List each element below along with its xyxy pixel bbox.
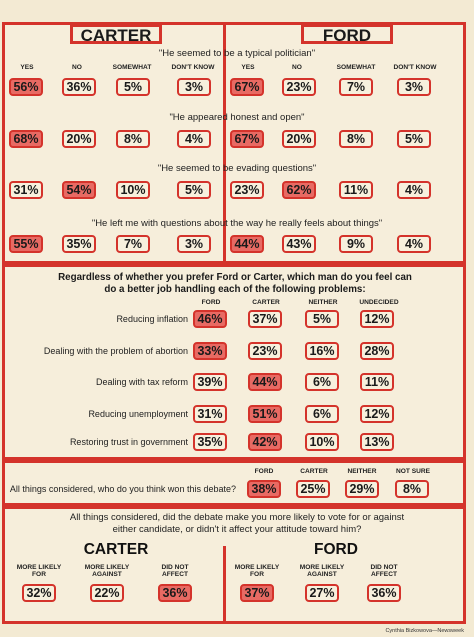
- ford-q3-dontknow: 4%: [397, 181, 431, 199]
- carter-q2-dontknow: 4%: [177, 130, 211, 148]
- issue-inflation-label: Reducing inflation: [116, 314, 188, 324]
- issue-unemployment-label: Reducing unemployment: [88, 409, 188, 419]
- ford-q1-dontknow: 3%: [397, 78, 431, 96]
- winner-col-notsure: NOT SURE: [395, 468, 431, 475]
- winner-notsure: 8%: [395, 480, 429, 498]
- carter-q4-yes: 55%: [9, 235, 43, 253]
- ford-col-more-against-l2: AGAINST: [307, 571, 337, 578]
- winner-ford: 38%: [247, 480, 281, 498]
- carter-header-top: CARTER: [70, 24, 162, 44]
- question-honest-open: "He appeared honest and open": [169, 112, 305, 123]
- winner-neither: 29%: [345, 480, 379, 498]
- issue-unemployment-ford: 31%: [193, 405, 227, 423]
- carter-header-bottom: CARTER: [83, 541, 149, 558]
- question-left-questions: "He left me with questions about the way he really feels about things": [91, 218, 383, 229]
- carter-q3-dontknow: 5%: [177, 181, 211, 199]
- carter-q1-yes: 56%: [9, 78, 43, 96]
- carter-not-affect: 36%: [158, 584, 192, 602]
- carter-col-more-for: [12, 564, 66, 578]
- carter-q4-dontknow: 3%: [177, 235, 211, 253]
- ford-q2-somewhat: 8%: [339, 130, 373, 148]
- winner-carter: 25%: [296, 480, 330, 498]
- issue-tax-neither: 6%: [305, 373, 339, 391]
- issues-question-line1: Regardless of whether you prefer Ford or Carter, which man do you feel can: [58, 272, 412, 283]
- winner-col-carter: CARTER: [300, 468, 328, 475]
- issue-abortion-neither: 16%: [305, 342, 339, 360]
- issue-unemployment-carter: 51%: [248, 405, 282, 423]
- vote-question: [0, 512, 474, 536]
- issue-abortion-undecided: 28%: [360, 342, 394, 360]
- winner-question: All things considered, who do you think won this debate?: [9, 484, 236, 494]
- carter-col-not-affect: [148, 564, 202, 578]
- issue-trust-carter: 42%: [248, 433, 282, 451]
- carter-col-dontknow: DON'T KNOW: [171, 64, 215, 71]
- issue-abortion-ford: 33%: [193, 342, 227, 360]
- center-divider-bottom: [223, 546, 226, 624]
- issue-inflation-undecided: 12%: [360, 310, 394, 328]
- issue-inflation-carter: 37%: [248, 310, 282, 328]
- ford-q1-somewhat: 7%: [339, 78, 373, 96]
- carter-q3-yes: 31%: [9, 181, 43, 199]
- issue-inflation-neither: 5%: [305, 310, 339, 328]
- issue-trust-ford: 35%: [193, 433, 227, 451]
- issue-inflation-ford: 46%: [193, 310, 227, 328]
- ford-col-no: NO: [292, 64, 302, 71]
- ford-q4-dontknow: 4%: [397, 235, 431, 253]
- carter-q1-somewhat: 5%: [116, 78, 150, 96]
- ford-q2-dontknow: 5%: [397, 130, 431, 148]
- carter-more-for: 32%: [22, 584, 56, 602]
- ford-col-yes: YES: [241, 64, 255, 71]
- ford-header-top: FORD: [301, 24, 393, 44]
- ford-col-more-for-l2: FOR: [250, 571, 264, 578]
- carter-q2-somewhat: 8%: [116, 130, 150, 148]
- carter-q2-yes: 68%: [9, 130, 43, 148]
- carter-q3-somewhat: 10%: [116, 181, 150, 199]
- winner-col-neither: NEITHER: [347, 468, 377, 475]
- carter-col-more-against: [80, 564, 134, 578]
- ford-more-for: 37%: [240, 584, 274, 602]
- ford-q3-yes: 23%: [230, 181, 264, 199]
- ford-q3-somewhat: 11%: [339, 181, 373, 199]
- carter-q1-dontknow: 3%: [177, 78, 211, 96]
- carter-q4-somewhat: 7%: [116, 235, 150, 253]
- carter-q3-no: 54%: [62, 181, 96, 199]
- carter-q4-no: 35%: [62, 235, 96, 253]
- carter-col-yes: YES: [20, 64, 34, 71]
- ford-q2-yes: 67%: [230, 130, 264, 148]
- issues-col-neither: NEITHER: [308, 299, 338, 306]
- carter-col-more-for-l2: FOR: [32, 571, 46, 578]
- ford-col-more-against-l1: MORE LIKELY: [299, 564, 345, 571]
- vote-question-line2: either candidate, or didn't it affect your attitude toward him?: [112, 524, 362, 535]
- ford-not-affect: 36%: [367, 584, 401, 602]
- carter-col-somewhat: SOMEWHAT: [112, 64, 152, 71]
- ford-q1-yes: 67%: [230, 78, 264, 96]
- carter-col-not-affect-l1: DID NOT: [161, 564, 189, 571]
- ford-q2-no: 20%: [282, 130, 316, 148]
- carter-col-more-for-l1: MORE LIKELY: [16, 564, 62, 571]
- ford-col-somewhat: SOMEWHAT: [336, 64, 376, 71]
- issues-question-line2: do a better job handling each of the following problems:: [104, 284, 366, 295]
- issue-tax-undecided: 11%: [360, 373, 394, 391]
- issue-tax-ford: 39%: [193, 373, 227, 391]
- ford-q4-no: 43%: [282, 235, 316, 253]
- ford-q3-no: 62%: [282, 181, 316, 199]
- ford-col-dontknow: DON'T KNOW: [393, 64, 437, 71]
- ford-header-bottom: FORD: [314, 541, 358, 558]
- issue-tax-label: Dealing with tax reform: [95, 377, 188, 387]
- issue-trust-undecided: 13%: [360, 433, 394, 451]
- question-typical-politician: "He seemed to be a typical politician": [158, 48, 316, 59]
- ford-col-not-affect-l2: AFFECT: [370, 571, 397, 578]
- carter-col-no: NO: [72, 64, 82, 71]
- issue-abortion-label: Dealing with the problem of abortion: [43, 346, 188, 356]
- carter-more-against: 22%: [90, 584, 124, 602]
- ford-q1-no: 23%: [282, 78, 316, 96]
- vote-question-line1: All things considered, did the debate make you more likely to vote for or against: [69, 512, 405, 523]
- carter-col-more-against-l1: MORE LIKELY: [84, 564, 130, 571]
- issue-tax-carter: 44%: [248, 373, 282, 391]
- photo-credit: Cynthia Bizkowova—Newsweek: [385, 628, 464, 634]
- issue-trust-label: Restoring trust in government: [69, 437, 188, 447]
- carter-col-more-against-l2: AGAINST: [92, 571, 122, 578]
- issue-unemployment-neither: 6%: [305, 405, 339, 423]
- ford-col-not-affect-l1: DID NOT: [370, 564, 398, 571]
- issues-col-carter: CARTER: [252, 299, 280, 306]
- issue-abortion-carter: 23%: [248, 342, 282, 360]
- ford-more-against: 27%: [305, 584, 339, 602]
- carter-q2-no: 20%: [62, 130, 96, 148]
- issues-col-undecided: UNDECIDED: [359, 299, 399, 306]
- issue-unemployment-undecided: 12%: [360, 405, 394, 423]
- ford-q4-somewhat: 9%: [339, 235, 373, 253]
- question-evading: "He seemed to be evading questions": [157, 163, 317, 174]
- issue-trust-neither: 10%: [305, 433, 339, 451]
- winner-col-ford: FORD: [254, 468, 274, 475]
- ford-col-not-affect: [357, 564, 411, 578]
- ford-col-more-for: [230, 564, 284, 578]
- ford-col-more-against: [295, 564, 349, 578]
- ford-col-more-for-l1: MORE LIKELY: [234, 564, 280, 571]
- issues-question: [10, 272, 460, 296]
- ford-q4-yes: 44%: [230, 235, 264, 253]
- carter-col-not-affect-l2: AFFECT: [161, 571, 188, 578]
- carter-q1-no: 36%: [62, 78, 96, 96]
- issues-col-ford: FORD: [201, 299, 221, 306]
